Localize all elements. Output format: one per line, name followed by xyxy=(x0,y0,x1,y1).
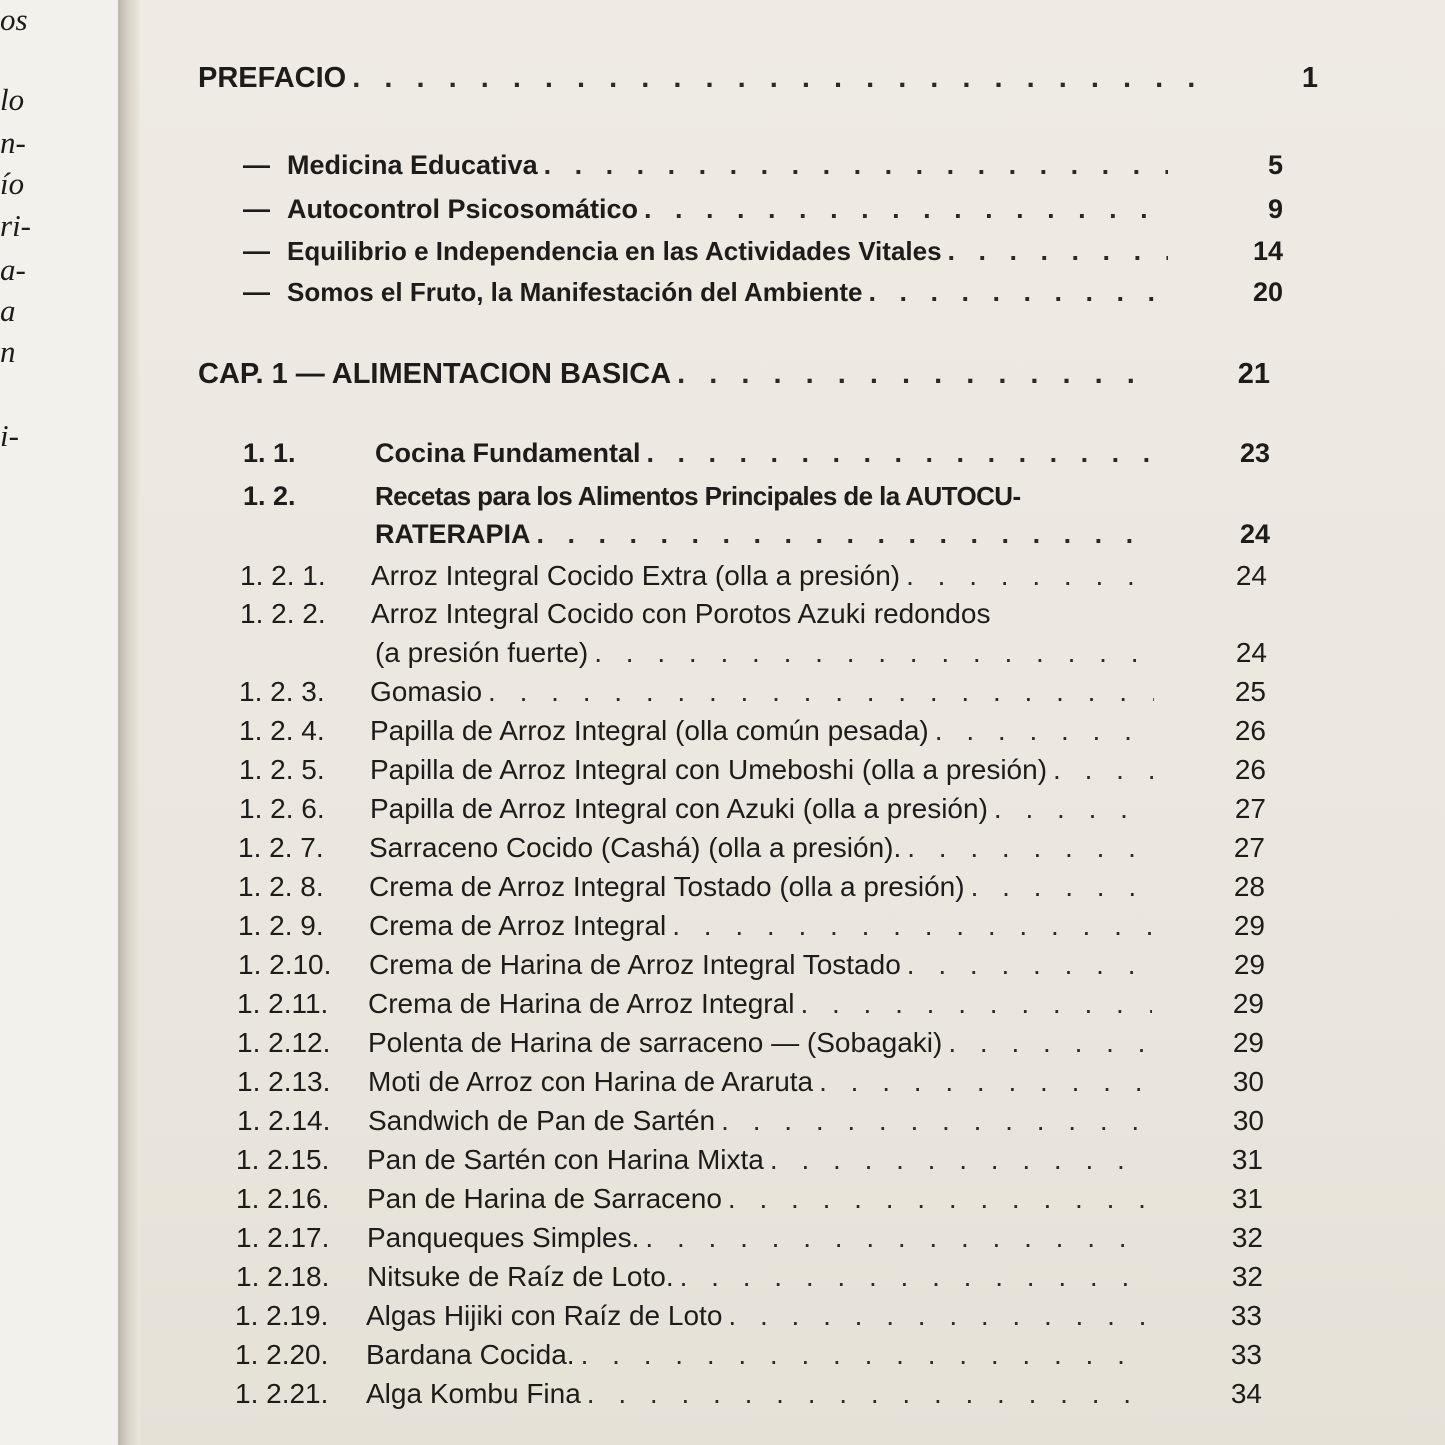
page-number: 33 xyxy=(1230,1300,1262,1331)
toc-prefacio-item xyxy=(243,277,1283,308)
dot-leader xyxy=(728,1183,1151,1215)
page-number: 29 xyxy=(1233,910,1265,941)
entry-number: 1. 2.16. xyxy=(236,1183,330,1214)
toc-chapter xyxy=(198,358,1270,391)
toc-title: Crema de Harina de Arroz Integral Tostado xyxy=(369,949,901,980)
dot-leader xyxy=(1053,754,1154,786)
left-page-fragment: lo xyxy=(0,82,25,117)
page-number: 24 xyxy=(1235,637,1267,668)
page-number: 25 xyxy=(1234,676,1266,707)
dot-leader xyxy=(587,1378,1150,1410)
toc-entry xyxy=(238,949,1265,981)
page-number: 20 xyxy=(1252,277,1283,307)
dot-leader xyxy=(647,438,1158,469)
left-page-fragment: n- xyxy=(0,125,26,160)
toc-entry xyxy=(239,715,1266,747)
toc-title: Moti de Arroz con Harina de Araruta xyxy=(368,1066,814,1097)
entry-number: 1. 2. 3. xyxy=(239,676,325,707)
entry-number: 1. 2. 7. xyxy=(238,832,324,863)
page-number: 21 xyxy=(1237,358,1270,390)
dot-leader xyxy=(948,1027,1152,1059)
toc-prefacio-item xyxy=(243,236,1283,267)
entry-number: 1. 2.11. xyxy=(237,988,329,1019)
toc-title: Papilla de Arroz Integral con Umeboshi (olla a presión) xyxy=(370,754,1048,785)
toc-title: Recetas para los Alimentos Principales de la AUTOCU- xyxy=(375,481,1021,511)
toc-prefacio-item xyxy=(243,194,1283,225)
toc-entry xyxy=(236,1222,1263,1254)
dot-leader xyxy=(948,236,1168,267)
left-page-fragment: n xyxy=(0,334,16,369)
toc-title: Algas Hijiki con Raíz de Loto xyxy=(366,1300,723,1331)
toc-title: Sarraceno Cocido (Cashá) (olla a presión). xyxy=(369,832,902,863)
toc-entry xyxy=(238,910,1265,942)
entry-number: 1. 2.19. xyxy=(235,1300,329,1331)
dot-leader xyxy=(721,1105,1152,1137)
toc-entry xyxy=(240,598,1155,630)
toc-title-cont: RATERAPIA xyxy=(375,519,531,549)
toc-entry xyxy=(239,754,1266,786)
left-page-fragment: a- xyxy=(0,252,26,287)
toc-title: Polenta de Harina de sarraceno — (Sobagaki) xyxy=(368,1027,943,1058)
page-number: 30 xyxy=(1232,1066,1264,1097)
page-number: 29 xyxy=(1232,988,1264,1019)
toc-title-cont: (a presión fuerte) xyxy=(375,637,589,668)
toc-title: Somos el Fruto, la Manifestación del Ambiente xyxy=(287,277,863,307)
toc-title: Cocina Fundamental xyxy=(375,438,641,468)
toc-title: Panqueques Simples. xyxy=(367,1222,640,1253)
dot-leader xyxy=(935,715,1154,747)
dot-leader xyxy=(907,832,1153,864)
section-number: 1. 1. xyxy=(243,438,296,468)
page-number: 32 xyxy=(1231,1222,1263,1253)
page-number: 31 xyxy=(1231,1144,1263,1175)
left-page-fragment: ío xyxy=(0,166,25,201)
entry-number: 1. 2.21. xyxy=(235,1378,329,1409)
dash: — xyxy=(243,194,270,224)
toc-entry xyxy=(236,1144,1263,1176)
dot-leader xyxy=(906,560,1155,592)
dot-leader xyxy=(680,1261,1151,1293)
toc-section xyxy=(243,481,1158,512)
toc-title: Arroz Integral Cocido Extra (olla a presión) xyxy=(371,560,901,591)
dot-leader xyxy=(819,1066,1152,1098)
page-number: 26 xyxy=(1234,715,1266,746)
toc-title: Crema de Harina de Arroz Integral xyxy=(368,988,795,1019)
dash: — xyxy=(243,236,270,266)
dot-leader xyxy=(971,871,1153,903)
toc-title: Gomasio xyxy=(370,676,483,707)
toc-entry xyxy=(236,1183,1263,1215)
toc-entry xyxy=(237,1105,1264,1137)
toc-title: PREFACIO xyxy=(198,62,347,94)
toc-title: Equilibrio e Independencia en las Actividades Vitales xyxy=(287,236,942,266)
dot-leader xyxy=(488,676,1154,708)
toc-title: Pan de Harina de Sarraceno xyxy=(367,1183,722,1214)
entry-number: 1. 2. 1. xyxy=(240,560,326,591)
page-number: 30 xyxy=(1232,1105,1264,1136)
page-number: 32 xyxy=(1231,1261,1263,1292)
page-number: 9 xyxy=(1267,194,1283,224)
entry-number: 1. 2.15. xyxy=(236,1144,330,1175)
toc-title: Arroz Integral Cocido con Porotos Azuki redondos xyxy=(371,598,991,629)
toc-entry xyxy=(235,1300,1262,1332)
toc-title: Autocontrol Psicosomático xyxy=(287,194,639,224)
toc-title: Sandwich de Pan de Sartén xyxy=(368,1105,716,1136)
toc-entry xyxy=(237,1027,1264,1059)
page-number: 33 xyxy=(1230,1339,1262,1370)
page-number: 14 xyxy=(1252,236,1283,266)
entry-number: 1. 2.13. xyxy=(237,1066,331,1097)
page-number: 34 xyxy=(1230,1378,1262,1409)
dot-leader xyxy=(800,988,1152,1020)
page-number: 29 xyxy=(1233,949,1265,980)
page-number: 1 xyxy=(1301,62,1318,94)
page-number: 28 xyxy=(1233,871,1265,902)
dot-leader xyxy=(770,1144,1151,1176)
dot-leader xyxy=(868,277,1168,308)
entry-number: 1. 2. 5. xyxy=(239,754,325,785)
section-number: 1. 2. xyxy=(243,481,296,511)
dash: — xyxy=(243,150,270,180)
toc-title: Bardana Cocida. xyxy=(366,1339,575,1370)
dot-leader xyxy=(645,1222,1151,1254)
toc-entry xyxy=(239,793,1266,825)
toc-title: Medicina Educativa xyxy=(287,150,538,180)
dot-leader xyxy=(644,194,1168,225)
dot-leader xyxy=(544,150,1168,181)
entry-number: 1. 2. 2. xyxy=(240,598,326,629)
dot-leader xyxy=(677,358,1158,391)
page-number: 5 xyxy=(1267,150,1283,180)
toc-prefacio-item xyxy=(243,150,1283,181)
toc-entry xyxy=(237,1066,1264,1098)
toc-prefacio xyxy=(198,62,1318,95)
toc-section xyxy=(243,438,1270,469)
page-number: 24 xyxy=(1239,519,1270,549)
dot-leader xyxy=(907,949,1153,981)
book-gutter xyxy=(118,0,140,1445)
left-page-fragment: i- xyxy=(0,418,19,453)
page-number: 23 xyxy=(1239,438,1270,468)
dash: — xyxy=(243,277,270,307)
toc-entry xyxy=(237,988,1264,1020)
entry-number: 1. 2. 9. xyxy=(238,910,324,941)
dot-leader xyxy=(994,793,1154,825)
dot-leader xyxy=(594,637,1155,669)
entry-number: 1. 2.10. xyxy=(238,949,332,980)
left-page-fragment: os xyxy=(0,2,28,37)
entry-number: 1. 2.20. xyxy=(235,1339,329,1370)
toc-entry-continuation xyxy=(375,637,1267,669)
dot-leader xyxy=(537,519,1158,550)
page-number: 24 xyxy=(1235,560,1267,591)
dot-leader xyxy=(352,62,1218,95)
toc-title: Nitsuke de Raíz de Loto. xyxy=(367,1261,674,1292)
entry-number: 1. 2.14. xyxy=(237,1105,331,1136)
entry-number: 1. 2. 8. xyxy=(238,871,324,902)
left-page-fragment: a xyxy=(0,293,16,328)
toc-title: Alga Kombu Fina xyxy=(366,1378,581,1409)
toc-entry xyxy=(235,1378,1262,1410)
dot-leader xyxy=(581,1339,1150,1371)
page-number: 26 xyxy=(1234,754,1266,785)
toc-title: Crema de Arroz Integral xyxy=(369,910,667,941)
entry-number: 1. 2. 6. xyxy=(239,793,325,824)
entry-number: 1. 2.17. xyxy=(236,1222,330,1253)
toc-title: Pan de Sartén con Harina Mixta xyxy=(367,1144,764,1175)
page-number: 27 xyxy=(1234,793,1266,824)
toc-entry xyxy=(238,871,1265,903)
toc-entry xyxy=(239,676,1266,708)
toc-title: Papilla de Arroz Integral (olla común pesada) xyxy=(370,715,929,746)
toc-title: CAP. 1 — ALIMENTACION BASICA xyxy=(198,358,672,390)
toc-title: Crema de Arroz Integral Tostado (olla a presión) xyxy=(369,871,965,902)
page-number: 29 xyxy=(1232,1027,1264,1058)
entry-number: 1. 2.18. xyxy=(236,1261,330,1292)
entry-number: 1. 2. 4. xyxy=(239,715,325,746)
page-number: 27 xyxy=(1233,832,1265,863)
toc-entry xyxy=(235,1339,1262,1371)
toc-page xyxy=(140,0,1445,1445)
left-page-edge xyxy=(0,0,118,1445)
toc-section-continuation xyxy=(375,519,1270,550)
toc-entry xyxy=(240,560,1267,592)
toc-entry xyxy=(236,1261,1263,1293)
page-number: 31 xyxy=(1231,1183,1263,1214)
toc-entry xyxy=(238,832,1265,864)
toc-title: Papilla de Arroz Integral con Azuki (olla a presión) xyxy=(370,793,988,824)
dot-leader xyxy=(672,910,1153,942)
dot-leader xyxy=(728,1300,1150,1332)
entry-number: 1. 2.12. xyxy=(237,1027,331,1058)
left-page-fragment: ri- xyxy=(0,208,31,243)
